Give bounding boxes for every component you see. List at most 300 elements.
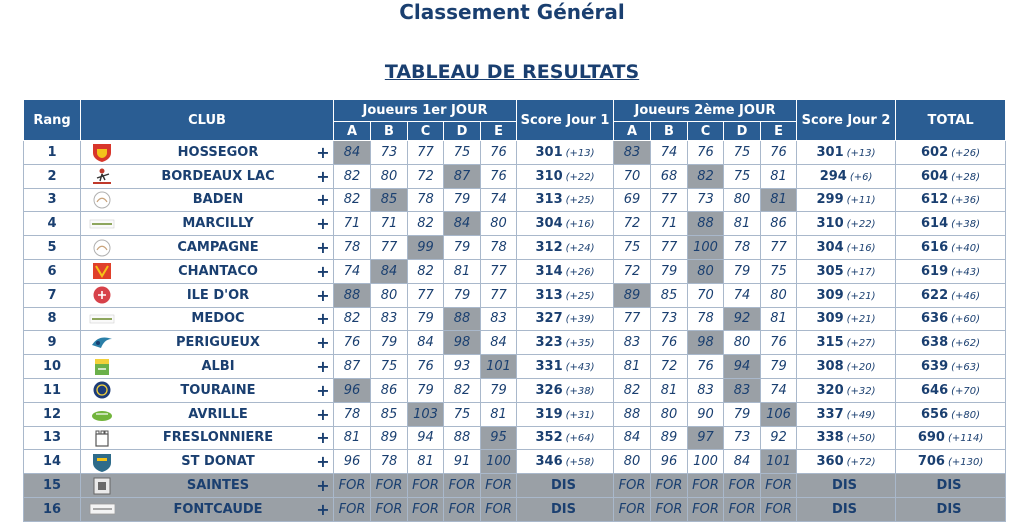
total-cell xyxy=(896,426,1006,450)
total-score-diff: (+62) xyxy=(951,338,981,350)
player-score-cell: FOR xyxy=(688,474,724,498)
player-score-cell: 96 xyxy=(334,378,371,402)
rank-cell: 8 xyxy=(24,307,81,331)
table-row xyxy=(24,378,1006,402)
expand-plus-icon[interactable]: + xyxy=(316,261,330,281)
table-row xyxy=(24,402,1006,426)
club-logo xyxy=(89,333,115,353)
day2-players-header: Joueurs 2ème JOUR xyxy=(614,100,797,122)
player-score-cell: 79 xyxy=(444,188,481,212)
expand-plus-icon[interactable]: + xyxy=(316,428,330,448)
player-score-cell: 100 xyxy=(688,450,724,474)
player-score-cell: 100 xyxy=(688,236,724,260)
player-score-cell: 79 xyxy=(724,259,761,283)
club-cell xyxy=(81,497,334,521)
club-logo xyxy=(89,499,115,519)
day2-score-diff: (+72) xyxy=(846,457,876,469)
player-score-cell: FOR xyxy=(334,474,371,498)
club-name: CHANTACO xyxy=(178,263,258,279)
total-score-diff: (+43) xyxy=(951,266,981,278)
player-score-cell: 72 xyxy=(651,355,688,379)
player-score-cell: 82 xyxy=(334,307,371,331)
day2-score: 309 xyxy=(816,287,844,303)
player-score-cell: 81 xyxy=(481,402,517,426)
club-cell xyxy=(81,474,334,498)
player-score-cell: 73 xyxy=(688,188,724,212)
player-score-cell: 75 xyxy=(614,236,651,260)
day2-score: 299 xyxy=(816,192,844,208)
table-row xyxy=(24,331,1006,355)
day2-score-diff: (+22) xyxy=(846,219,876,231)
player-score-cell: 88 xyxy=(444,307,481,331)
day1-score-diff: (+31) xyxy=(565,409,595,421)
total-score: 656 xyxy=(921,406,949,422)
day2-score-header: Score Jour 2 xyxy=(797,100,896,141)
player-score-cell: 99 xyxy=(408,236,444,260)
player-score-cell: 76 xyxy=(761,331,797,355)
day2-score-diff: (+50) xyxy=(846,433,876,445)
day2-score-diff: (+20) xyxy=(846,362,876,374)
expand-plus-icon[interactable]: + xyxy=(316,238,330,258)
player-score-cell: 77 xyxy=(408,283,444,307)
player-score-cell: 82 xyxy=(334,188,371,212)
player-score-cell: 78 xyxy=(408,188,444,212)
page-title: Classement Général xyxy=(399,0,625,24)
player-score-cell: 77 xyxy=(614,307,651,331)
day2-score-diff: (+49) xyxy=(846,409,876,421)
day2-score: DIS xyxy=(832,478,858,494)
player-score-cell: 73 xyxy=(724,426,761,450)
day1-score-diff: (+64) xyxy=(565,433,595,445)
club-cell xyxy=(81,402,334,426)
expand-plus-icon[interactable]: + xyxy=(316,499,330,519)
player-score-cell: 82 xyxy=(614,378,651,402)
d1-player-header-b: B xyxy=(371,122,408,141)
day2-score: 310 xyxy=(816,216,844,232)
day1-score: 314 xyxy=(535,263,563,279)
expand-plus-icon[interactable]: + xyxy=(316,142,330,162)
player-score-cell: 69 xyxy=(614,188,651,212)
day2-score-cell xyxy=(797,497,896,521)
player-score-cell: 81 xyxy=(614,355,651,379)
player-score-cell: 106 xyxy=(761,402,797,426)
day2-score-diff: (+21) xyxy=(846,290,876,302)
club-cell xyxy=(81,355,334,379)
d2-player-header-e: E xyxy=(761,122,797,141)
player-score-cell: 88 xyxy=(688,212,724,236)
day1-score-cell xyxy=(517,164,614,188)
player-score-cell: 77 xyxy=(651,188,688,212)
day1-score-diff: (+25) xyxy=(565,195,595,207)
club-logo xyxy=(89,476,115,496)
expand-plus-icon[interactable]: + xyxy=(316,333,330,353)
day1-score: 346 xyxy=(535,454,563,470)
day2-score-cell xyxy=(797,426,896,450)
player-score-cell: FOR xyxy=(651,474,688,498)
player-score-cell: 71 xyxy=(651,212,688,236)
player-score-cell: 103 xyxy=(408,402,444,426)
day1-score-diff: (+16) xyxy=(565,219,595,231)
club-name: ST DONAT xyxy=(181,454,255,470)
club-logo xyxy=(89,214,115,234)
player-score-cell: 76 xyxy=(481,164,517,188)
player-score-cell: 72 xyxy=(408,164,444,188)
club-name: BORDEAUX LAC xyxy=(161,168,275,184)
player-score-cell: 80 xyxy=(371,283,408,307)
player-score-cell: 77 xyxy=(371,236,408,260)
total-cell xyxy=(896,283,1006,307)
total-score-diff: (+70) xyxy=(951,385,981,397)
player-score-cell: 79 xyxy=(724,402,761,426)
rank-cell: 11 xyxy=(24,378,81,402)
total-score: 602 xyxy=(921,144,949,160)
expand-plus-icon[interactable]: + xyxy=(316,190,330,210)
day1-score-cell xyxy=(517,474,614,498)
player-score-cell: FOR xyxy=(688,497,724,521)
total-cell xyxy=(896,164,1006,188)
rank-cell: 14 xyxy=(24,450,81,474)
club-logo xyxy=(89,238,115,258)
player-score-cell: FOR xyxy=(614,497,651,521)
player-score-cell: FOR xyxy=(481,474,517,498)
total-score-diff: (+28) xyxy=(951,171,981,183)
club-cell xyxy=(81,450,334,474)
player-score-cell: FOR xyxy=(371,474,408,498)
club-name: AVRILLE xyxy=(188,406,248,422)
day1-score: 301 xyxy=(535,144,563,160)
player-score-cell: 84 xyxy=(444,212,481,236)
day1-score: 331 xyxy=(535,359,563,375)
club-logo xyxy=(89,166,115,186)
player-score-cell: 83 xyxy=(371,307,408,331)
rank-cell: 6 xyxy=(24,259,81,283)
d2-player-header-b: B xyxy=(651,122,688,141)
d2-player-header-a: A xyxy=(614,122,651,141)
day1-score: 313 xyxy=(535,192,563,208)
day1-score-diff: (+38) xyxy=(565,385,595,397)
day1-score-diff: (+13) xyxy=(565,147,595,159)
day2-score-diff: (+6) xyxy=(849,171,873,183)
table-row xyxy=(24,307,1006,331)
player-score-cell: FOR xyxy=(724,474,761,498)
total-score-diff: (+114) xyxy=(947,433,984,445)
day2-score-cell xyxy=(797,474,896,498)
day1-score-cell xyxy=(517,497,614,521)
player-score-cell: 80 xyxy=(614,450,651,474)
club-name: FRESLONNIERE xyxy=(162,430,274,446)
expand-plus-icon[interactable]: + xyxy=(316,476,330,496)
player-score-cell: 81 xyxy=(444,259,481,283)
table-row xyxy=(24,355,1006,379)
table-row xyxy=(24,474,1006,498)
day2-score: 294 xyxy=(819,168,847,184)
total-cell xyxy=(896,236,1006,260)
club-cell xyxy=(81,283,334,307)
club-cell xyxy=(81,236,334,260)
rank-cell: 10 xyxy=(24,355,81,379)
club-cell xyxy=(81,188,334,212)
player-score-cell: 77 xyxy=(651,236,688,260)
day2-score-cell xyxy=(797,283,896,307)
player-score-cell: 84 xyxy=(371,259,408,283)
player-score-cell: 80 xyxy=(724,331,761,355)
player-score-cell: FOR xyxy=(408,474,444,498)
club-name: ILE D'OR xyxy=(186,287,250,303)
total-score: 636 xyxy=(921,311,949,327)
day2-score-cell xyxy=(797,378,896,402)
player-score-cell: 94 xyxy=(408,426,444,450)
club-logo xyxy=(89,357,115,377)
d1-player-header-c: C xyxy=(408,122,444,141)
club-logo xyxy=(89,452,115,472)
player-score-cell: 77 xyxy=(408,141,444,165)
day2-score-cell xyxy=(797,212,896,236)
player-score-cell: 82 xyxy=(408,259,444,283)
day1-score-cell xyxy=(517,212,614,236)
player-score-cell: 81 xyxy=(761,164,797,188)
total-score-diff: (+38) xyxy=(951,219,981,231)
player-score-cell: 77 xyxy=(481,259,517,283)
player-score-cell: 81 xyxy=(334,426,371,450)
expand-plus-icon[interactable]: + xyxy=(316,404,330,424)
player-score-cell: 82 xyxy=(334,164,371,188)
table-row xyxy=(24,212,1006,236)
total-score: 614 xyxy=(921,216,949,232)
player-score-cell: 88 xyxy=(444,426,481,450)
player-score-cell: 78 xyxy=(334,402,371,426)
rank-cell: 12 xyxy=(24,402,81,426)
player-score-cell: 85 xyxy=(371,188,408,212)
player-score-cell: 79 xyxy=(444,236,481,260)
d1-player-header-d: D xyxy=(444,122,481,141)
total-score: 639 xyxy=(921,359,949,375)
day1-score-cell xyxy=(517,426,614,450)
player-score-cell: 90 xyxy=(688,402,724,426)
day2-score: 305 xyxy=(816,263,844,279)
expand-plus-icon[interactable]: + xyxy=(316,285,330,305)
player-score-cell: 80 xyxy=(651,402,688,426)
total-cell xyxy=(896,307,1006,331)
rank-cell: 13 xyxy=(24,426,81,450)
day1-score: 323 xyxy=(535,335,563,351)
player-score-cell: 72 xyxy=(614,259,651,283)
expand-plus-icon[interactable]: + xyxy=(316,309,330,329)
day2-score: DIS xyxy=(832,501,858,517)
player-score-cell: 83 xyxy=(614,331,651,355)
player-score-cell: 100 xyxy=(481,450,517,474)
total-cell xyxy=(896,212,1006,236)
player-score-cell: 75 xyxy=(724,164,761,188)
expand-plus-icon[interactable]: + xyxy=(316,214,330,234)
player-score-cell: FOR xyxy=(371,497,408,521)
day2-score-cell xyxy=(797,141,896,165)
day2-score: 309 xyxy=(816,311,844,327)
player-score-cell: 88 xyxy=(614,402,651,426)
total-score: DIS xyxy=(936,501,962,517)
player-score-cell: 81 xyxy=(724,212,761,236)
player-score-cell: 84 xyxy=(481,331,517,355)
total-score-diff: (+46) xyxy=(951,290,981,302)
club-logo xyxy=(89,190,115,210)
day1-players-header: Joueurs 1er JOUR xyxy=(334,100,517,122)
player-score-cell: FOR xyxy=(761,474,797,498)
player-score-cell: 76 xyxy=(688,355,724,379)
total-cell xyxy=(896,331,1006,355)
player-score-cell: 85 xyxy=(651,283,688,307)
total-score: 690 xyxy=(917,430,945,446)
club-name: FONTCAUDE xyxy=(173,501,263,517)
rank-cell: 7 xyxy=(24,283,81,307)
player-score-cell: 74 xyxy=(334,259,371,283)
rank-cell: 5 xyxy=(24,236,81,260)
day2-score: 315 xyxy=(816,335,844,351)
club-cell xyxy=(81,164,334,188)
player-score-cell: 84 xyxy=(334,141,371,165)
player-score-cell: FOR xyxy=(334,497,371,521)
day1-score-diff: (+22) xyxy=(565,171,595,183)
table-row xyxy=(24,188,1006,212)
d2-player-header-c: C xyxy=(688,122,724,141)
results-table xyxy=(23,99,1006,522)
table-row xyxy=(24,236,1006,260)
total-score-diff: (+60) xyxy=(951,314,981,326)
player-score-cell: 75 xyxy=(761,259,797,283)
day2-score: 301 xyxy=(816,144,844,160)
club-cell xyxy=(81,259,334,283)
player-score-cell: 74 xyxy=(651,141,688,165)
day2-score-cell xyxy=(797,164,896,188)
club-name: PERIGUEUX xyxy=(176,335,260,351)
day1-score-cell xyxy=(517,236,614,260)
player-score-cell: 79 xyxy=(408,307,444,331)
rank-header: Rang xyxy=(24,100,81,141)
player-score-cell: 88 xyxy=(334,283,371,307)
player-score-cell: FOR xyxy=(724,497,761,521)
total-score: 638 xyxy=(921,335,949,351)
player-score-cell: 68 xyxy=(651,164,688,188)
player-score-cell: 76 xyxy=(761,141,797,165)
player-score-cell: 83 xyxy=(688,378,724,402)
player-score-cell: 81 xyxy=(761,188,797,212)
day2-score-diff: (+11) xyxy=(846,195,876,207)
expand-plus-icon[interactable]: + xyxy=(316,166,330,186)
player-score-cell: 75 xyxy=(444,402,481,426)
total-cell xyxy=(896,141,1006,165)
player-score-cell: 96 xyxy=(651,450,688,474)
day2-score-diff: (+27) xyxy=(846,338,876,350)
total-score-diff: (+63) xyxy=(951,362,981,374)
expand-plus-icon[interactable]: + xyxy=(316,452,330,472)
player-score-cell: 70 xyxy=(614,164,651,188)
day1-score-diff: (+25) xyxy=(565,290,595,302)
player-score-cell: FOR xyxy=(614,474,651,498)
day1-score-cell xyxy=(517,259,614,283)
player-score-cell: 76 xyxy=(651,331,688,355)
player-score-cell: 79 xyxy=(408,378,444,402)
day1-score: 310 xyxy=(535,168,563,184)
day2-score-diff: (+21) xyxy=(846,314,876,326)
player-score-cell: 76 xyxy=(481,141,517,165)
day2-score-diff: (+16) xyxy=(846,243,876,255)
total-score: 619 xyxy=(921,263,949,279)
player-score-cell: 86 xyxy=(761,212,797,236)
total-score-diff: (+36) xyxy=(951,195,981,207)
total-score: DIS xyxy=(936,478,962,494)
total-score-diff: (+26) xyxy=(951,147,981,159)
player-score-cell: 74 xyxy=(481,188,517,212)
day1-score-diff: (+58) xyxy=(565,457,595,469)
player-score-cell: 74 xyxy=(724,283,761,307)
total-score: 604 xyxy=(921,168,949,184)
total-cell xyxy=(896,474,1006,498)
player-score-cell: 97 xyxy=(688,426,724,450)
day1-score-cell xyxy=(517,188,614,212)
expand-plus-icon[interactable]: + xyxy=(316,380,330,400)
day1-score: DIS xyxy=(551,501,577,517)
player-score-cell: 77 xyxy=(761,236,797,260)
player-score-cell: 70 xyxy=(688,283,724,307)
player-score-cell: 84 xyxy=(724,450,761,474)
rank-cell: 16 xyxy=(24,497,81,521)
total-cell xyxy=(896,497,1006,521)
player-score-cell: 76 xyxy=(688,141,724,165)
day1-score-diff: (+26) xyxy=(565,266,595,278)
player-score-cell: 80 xyxy=(688,259,724,283)
club-name: MARCILLY xyxy=(182,216,254,232)
player-score-cell: 71 xyxy=(334,212,371,236)
player-score-cell: 81 xyxy=(651,378,688,402)
player-score-cell: 75 xyxy=(371,355,408,379)
club-cell xyxy=(81,331,334,355)
day1-score-diff: (+39) xyxy=(565,314,595,326)
d2-player-header-d: D xyxy=(724,122,761,141)
total-score: 616 xyxy=(921,240,949,256)
day2-score-diff: (+32) xyxy=(846,385,876,397)
player-score-cell: 80 xyxy=(761,283,797,307)
total-score: 706 xyxy=(917,454,945,470)
d1-player-header-e: E xyxy=(481,122,517,141)
club-cell xyxy=(81,212,334,236)
rank-cell: 2 xyxy=(24,164,81,188)
club-name: MEDOC xyxy=(191,311,245,327)
player-score-cell: 89 xyxy=(651,426,688,450)
day2-score: 320 xyxy=(816,382,844,398)
table-row xyxy=(24,497,1006,521)
player-score-cell: 96 xyxy=(334,450,371,474)
player-score-cell: 81 xyxy=(761,307,797,331)
player-score-cell: 78 xyxy=(371,450,408,474)
player-score-cell: 78 xyxy=(481,236,517,260)
day2-score-cell xyxy=(797,307,896,331)
total-score: 612 xyxy=(921,192,949,208)
player-score-cell: 76 xyxy=(334,331,371,355)
player-score-cell: 89 xyxy=(371,426,408,450)
club-name: CAMPAGNE xyxy=(177,240,259,256)
player-score-cell: 98 xyxy=(688,331,724,355)
player-score-cell: 93 xyxy=(444,355,481,379)
table-row xyxy=(24,283,1006,307)
player-score-cell: 89 xyxy=(614,283,651,307)
player-score-cell: 84 xyxy=(408,331,444,355)
day1-score-cell xyxy=(517,331,614,355)
club-cell xyxy=(81,307,334,331)
day1-score-diff: (+35) xyxy=(565,338,595,350)
player-score-cell: 101 xyxy=(761,450,797,474)
player-score-cell: 92 xyxy=(761,426,797,450)
rank-cell: 15 xyxy=(24,474,81,498)
expand-plus-icon[interactable]: + xyxy=(316,357,330,377)
player-score-cell: 83 xyxy=(614,141,651,165)
